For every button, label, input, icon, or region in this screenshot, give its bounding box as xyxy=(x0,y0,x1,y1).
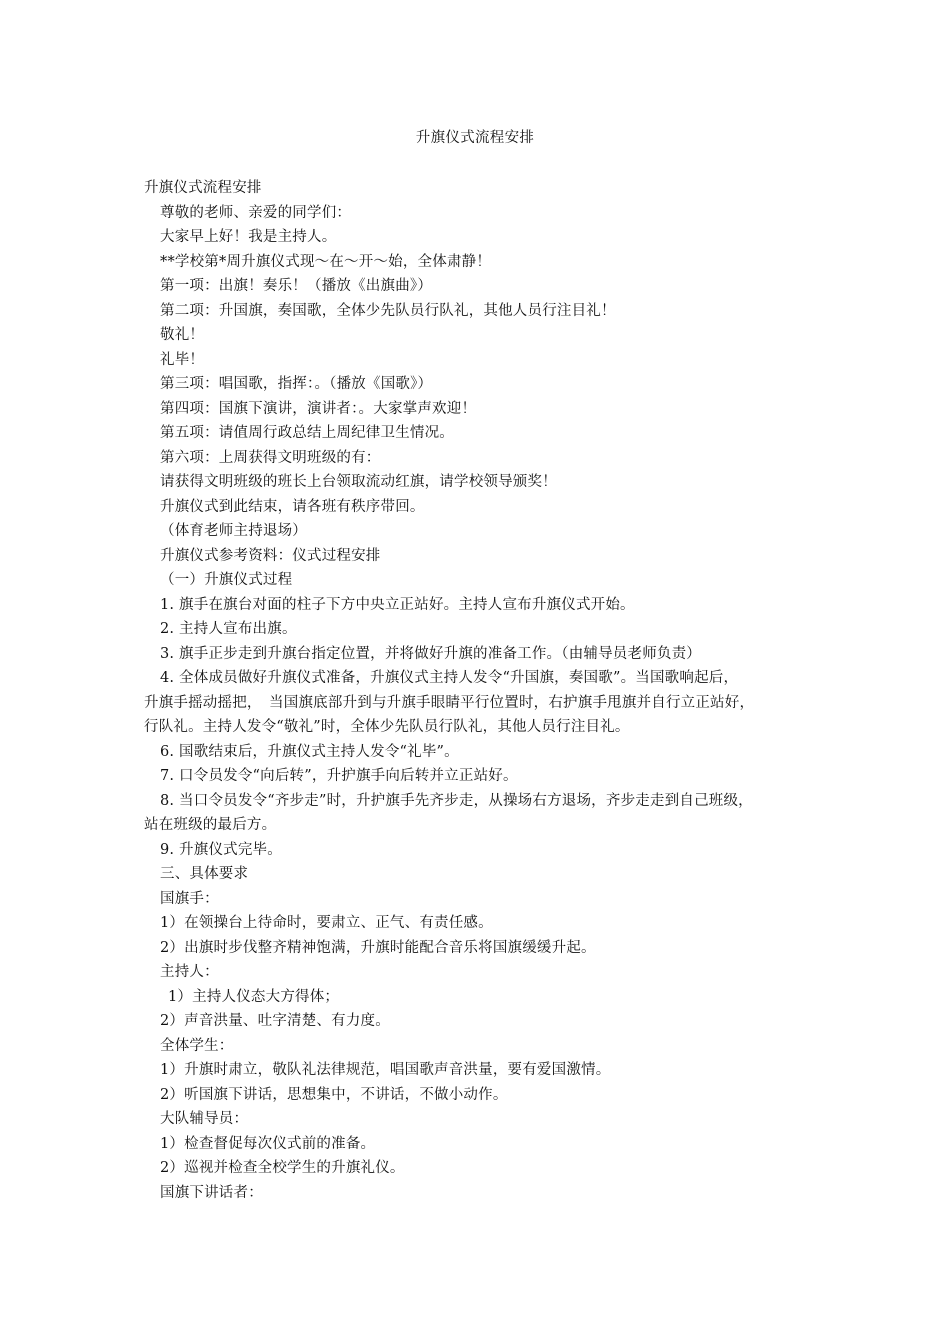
section-heading: 三、具体要求 xyxy=(160,866,249,882)
document-body xyxy=(144,176,824,1205)
agenda-item: 第三项：唱国歌，指挥：。（播放《国歌》） xyxy=(160,376,433,392)
paragraph-line: **学校第*周升旗仪式现～在～开～始，全体肃静！ xyxy=(160,253,492,270)
subsection-heading: 国旗手： xyxy=(160,890,219,907)
paragraph-line: 敬礼！ xyxy=(160,327,205,343)
list-item: 6. 国歌结束后，升旗仪式主持人发令“礼毕”。 xyxy=(160,743,459,760)
requirement-item: 2）听国旗下讲话，思想集中，不讲话，不做小动作。 xyxy=(160,1086,508,1103)
requirement-item: 2）出旗时步伐整齐精神饱满，升旗时能配合音乐将国旗缓缓升起。 xyxy=(160,939,596,956)
list-item: 3. 旗手正步走到升旗台指定位置，并将做好升旗的准备工作。（由辅导员老师负责） xyxy=(160,645,701,662)
requirement-item: 2）巡视并检查全校学生的升旗礼仪。 xyxy=(160,1160,405,1176)
requirement-item: 2）声音洪量、吐字清楚、有力度。 xyxy=(160,1013,390,1029)
agenda-item: 第一项：出旗！奏乐！（播放《出旗曲》） xyxy=(160,278,433,294)
section-heading: 升旗仪式流程安排 xyxy=(144,180,262,196)
list-item: 8. 当口令员发令“齐步走”时，升护旗手先齐步走，从操场右方退场，齐步走走到自己班级， xyxy=(160,792,753,809)
page-title: 升旗仪式流程安排 xyxy=(415,130,535,146)
requirement-item: 1）主持人仪态大方得体； xyxy=(168,988,340,1005)
agenda-item: 第五项：请值周行政总结上周纪律卫生情况。 xyxy=(160,425,454,441)
agenda-item: 第二项：升国旗，奏国歌，全体少先队员行队礼，其他人员行注目礼！ xyxy=(160,302,616,319)
subsection-heading: 全体学生： xyxy=(160,1037,234,1054)
requirement-item: 1）检查督促每次仪式前的准备。 xyxy=(160,1135,376,1152)
agenda-item: 第六项：上周获得文明班级的有： xyxy=(160,449,381,466)
list-item: 4. 全体成员做好升旗仪式准备，升旗仪式主持人发令“升国旗，奏国歌”。当国歌响起后， xyxy=(160,670,739,686)
section-heading: （一）升旗仪式过程 xyxy=(160,572,293,588)
paragraph-line: 请获得文明班级的班长上台领取流动红旗，请学校领导颁奖！ xyxy=(160,474,557,490)
list-item: 9. 升旗仪式完毕。 xyxy=(160,841,282,858)
paragraph-line: 升旗仪式到此结束，请各班有秩序带回。 xyxy=(160,498,425,515)
requirement-item: 1）在领操台上待命时，要肃立、正气、有责任感。 xyxy=(160,915,493,931)
paragraph-line: 礼毕！ xyxy=(160,351,205,368)
agenda-item: 第四项：国旗下演讲，演讲者：。大家掌声欢迎！ xyxy=(160,400,477,417)
paragraph-line: （体育老师主持退场） xyxy=(160,523,307,539)
section-heading: 升旗仪式参考资料：仪式过程安排 xyxy=(160,547,381,564)
list-item-continuation: 行队礼。主持人发令“敬礼”时，全体少先队员行队礼，其他人员行注目礼。 xyxy=(144,719,630,735)
requirement-item: 1）升旗时肃立，敬队礼法律规范，唱国歌声音洪量，要有爱国激情。 xyxy=(160,1062,611,1078)
paragraph-line: 大家早上好！我是主持人。 xyxy=(160,229,337,245)
list-item: 1. 旗手在旗台对面的柱子下方中央立正站好。主持人宣布升旗仪式开始。 xyxy=(160,596,635,613)
greeting-line: 尊敬的老师、亲爱的同学们： xyxy=(160,204,352,221)
subsection-heading: 主持人： xyxy=(160,964,219,980)
subsection-heading: 国旗下讲话者： xyxy=(160,1184,263,1201)
subsection-heading: 大队辅导员： xyxy=(160,1111,249,1127)
list-item-continuation: 站在班级的最后方。 xyxy=(144,817,277,833)
list-item-continuation: 升旗手摇动摇把， 当国旗底部升到与升旗手眼睛平行位置时，右护旗手甩旗并自行立正站好， xyxy=(144,694,755,711)
list-item: 2. 主持人宣布出旗。 xyxy=(160,621,297,637)
list-item: 7. 口令员发令“向后转”，升护旗手向后转并立正站好。 xyxy=(160,768,518,784)
